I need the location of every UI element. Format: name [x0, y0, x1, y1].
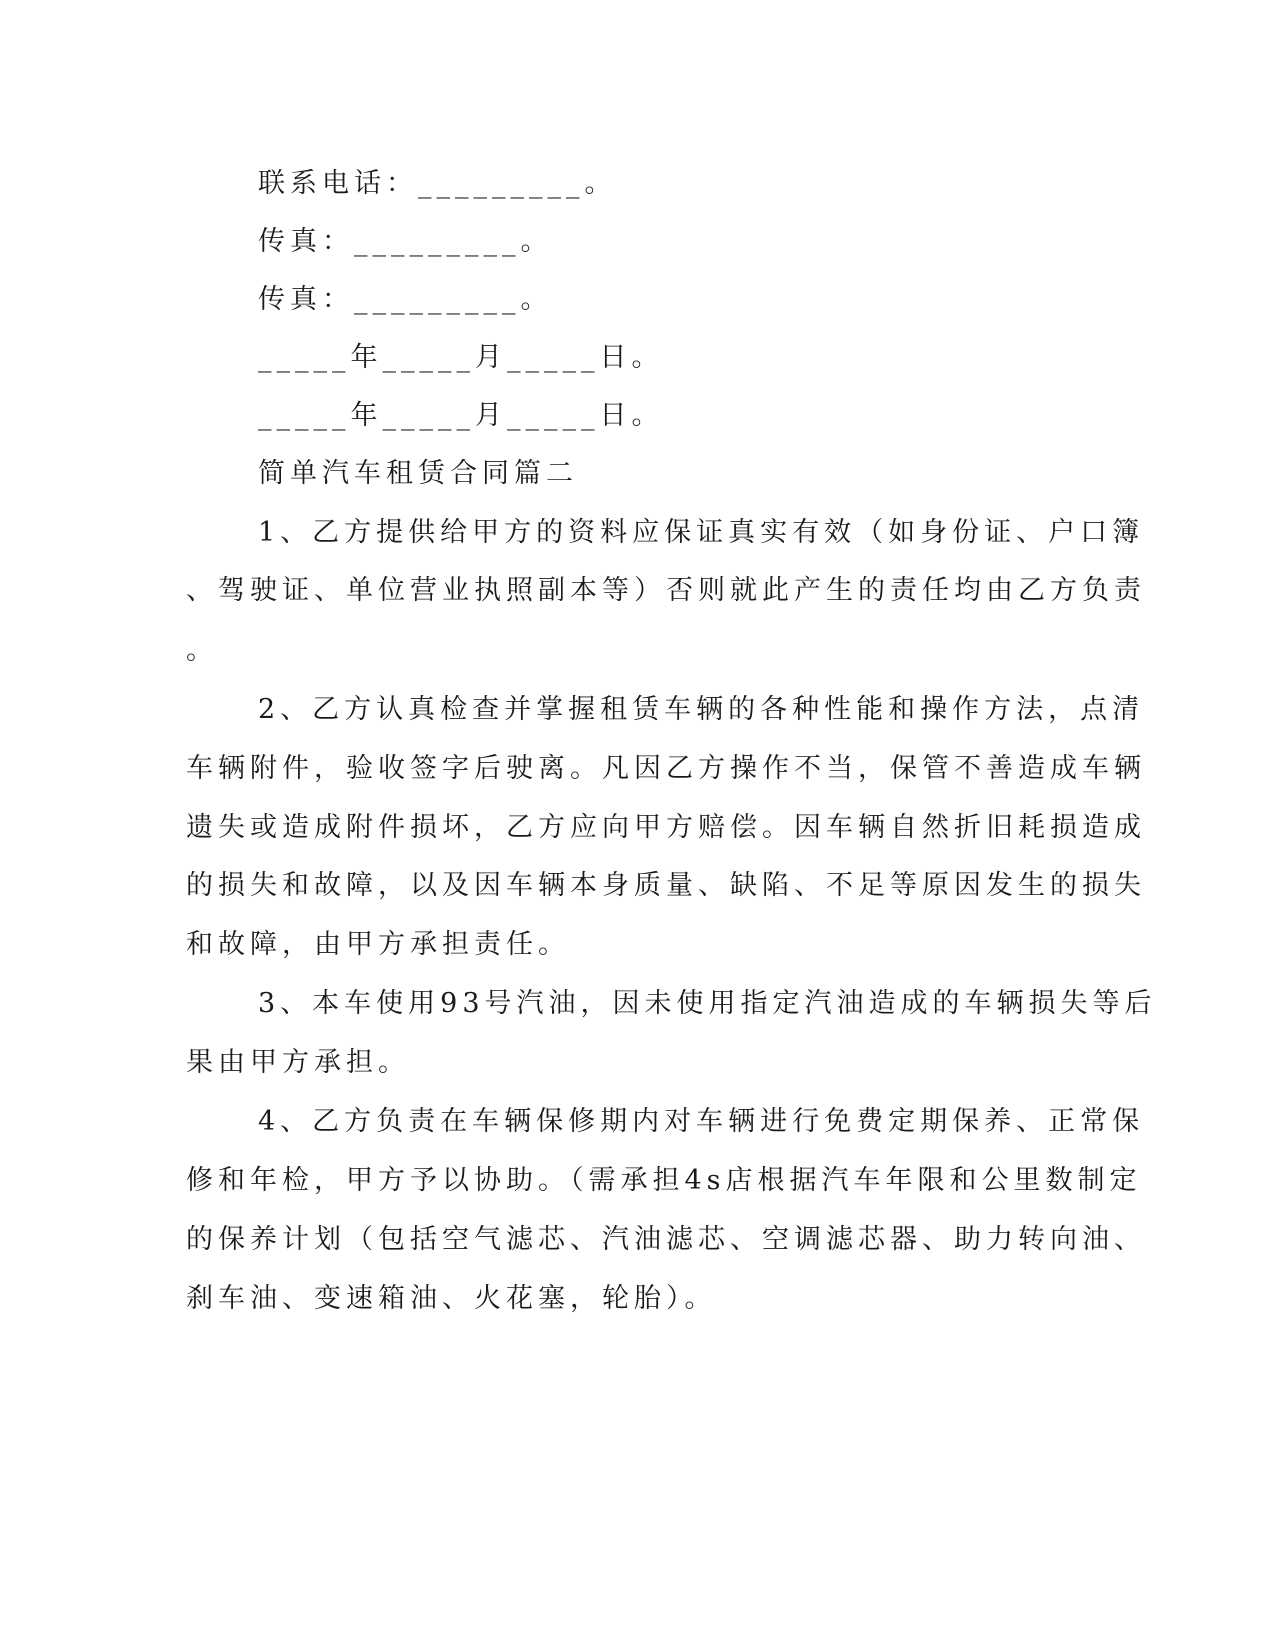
clause-2-line-5: 和故障，由甲方承担责任。	[186, 929, 570, 960]
clause-1-line-2: 、驾驶证、单位营业执照副本等）否则就此产生的责任均由乙方负责	[186, 575, 1146, 606]
clause-4-line-1: 4、乙方负责在车辆保修期内对车辆进行免费定期保养、正常保	[258, 1106, 1145, 1137]
clause-1-line-3: 。	[186, 635, 218, 666]
fax-line-2: 传真：_________。	[258, 284, 553, 315]
fax-line-1: 传真：_________。	[258, 226, 553, 257]
date-line-2: _____年_____月_____日。	[258, 400, 664, 431]
clause-3-line-1: 3、本车使用93号汽油，因未使用指定汽油造成的车辆损失等后	[258, 988, 1157, 1019]
clause-2-line-3: 遗失或造成附件损坏，乙方应向甲方赔偿。因车辆自然折旧耗损造成	[186, 812, 1146, 843]
clause-2-line-2: 车辆附件，验收签字后驶离。凡因乙方操作不当，保管不善造成车辆	[186, 753, 1146, 784]
section-heading: 简单汽车租赁合同篇二	[258, 458, 578, 489]
clause-2-line-4: 的损失和故障，以及因车辆本身质量、缺陷、不足等原因发生的损失	[186, 870, 1146, 901]
clause-4-line-2: 修和年检，甲方予以协助。（需承担4s店根据汽车年限和公里数制定	[186, 1165, 1142, 1196]
date-line-1: _____年_____月_____日。	[258, 342, 664, 373]
clause-4-line-4: 刹车油、变速箱油、火花塞，轮胎）。	[186, 1283, 717, 1314]
clause-1-line-1: 1、乙方提供给甲方的资料应保证真实有效（如身份证、户口簿	[258, 517, 1145, 548]
contact-phone-line: 联系电话：_________。	[258, 168, 617, 199]
clause-4-line-3: 的保养计划（包括空气滤芯、汽油滤芯、空调滤芯器、助力转向油、	[186, 1224, 1146, 1255]
clause-3-line-2: 果由甲方承担。	[186, 1047, 410, 1078]
clause-2-line-1: 2、乙方认真检查并掌握租赁车辆的各种性能和操作方法，点清	[258, 694, 1145, 725]
